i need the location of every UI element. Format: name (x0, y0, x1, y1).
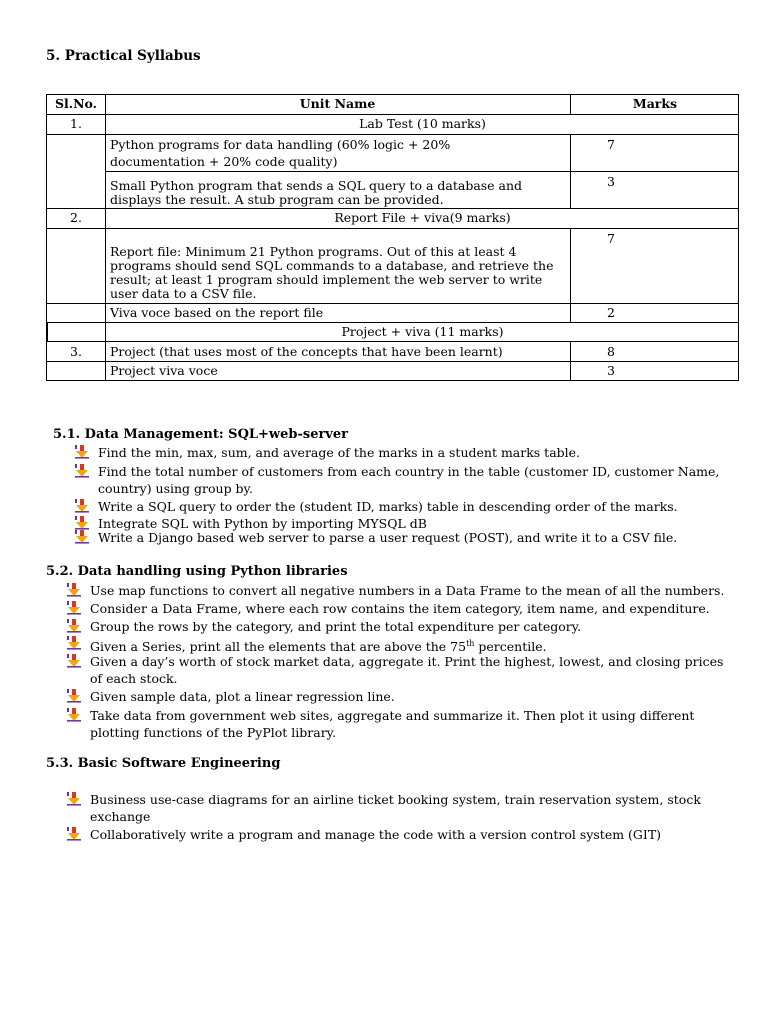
viva-voce: Viva voce based on the report file (110, 305, 324, 320)
col-divider (570, 134, 571, 209)
row-divider (47, 208, 738, 209)
python-data-handling-line1: Python programs for data handling (60% logic + 20% (110, 137, 451, 152)
report-line4: user data to a CSV file. (110, 286, 257, 301)
arrow-bullet-icon (74, 530, 90, 544)
project-viva-voce-marks: 3 (607, 363, 615, 378)
syllabus-table (46, 94, 739, 381)
list-item: Given a day’s worth of stock market data, aggregate it. Print the highest, lowest, and closing prices of each stock. (66, 653, 723, 687)
viva-voce-marks: 2 (607, 305, 615, 320)
arrow-bullet-icon (66, 619, 82, 633)
section-5-2-heading: 5.2. Data handling using Python libraries (46, 564, 348, 579)
list-item: Collaboratively write a program and manage the code with a version control system (GIT) (66, 826, 661, 843)
arrow-bullet-icon (66, 654, 82, 668)
header-slno: Sl.No. (54, 96, 98, 111)
sql-small-marks: 3 (607, 174, 615, 189)
arrow-bullet-icon (66, 827, 82, 841)
arrow-bullet-icon (66, 792, 82, 806)
arrow-bullet-icon (66, 583, 82, 597)
list-item: Integrate SQL with Python by importing MYSQL dB (74, 515, 427, 532)
row-divider (47, 341, 738, 342)
list-item: Business use-case diagrams for an airline ticket booking system, train reservation system, stock exchange (66, 791, 701, 825)
row-divider (47, 134, 738, 135)
col-divider (570, 228, 571, 322)
section-5-1-heading: 5.1. Data Management: SQL+web-server (53, 427, 348, 442)
report-line1: Report file: Minimum 21 Python programs. Out of this at least 4 (110, 244, 517, 259)
header-unit-name: Unit Name (299, 96, 376, 111)
lab-test-title: Lab Test (10 marks) (359, 116, 486, 131)
row-divider (47, 114, 738, 115)
slno-2: 2. (70, 210, 82, 225)
slno-3: 3. (70, 344, 82, 359)
list-item: Given sample data, plot a linear regression line. (66, 688, 395, 705)
sql-small-line1: Small Python program that sends a SQL query to a database and (110, 178, 523, 193)
list-item: Write a Django based web server to parse a user request (POST), and write it to a CSV file. (74, 529, 677, 546)
arrow-bullet-icon (74, 445, 90, 459)
python-data-handling-marks: 7 (607, 137, 615, 152)
report-line2: programs should send SQL commands to a database, and retrieve the (110, 258, 554, 273)
arrow-bullet-icon (66, 636, 82, 650)
python-data-handling-line2: documentation + 20% code quality) (110, 154, 338, 169)
col-divider (47, 322, 48, 341)
project-viva-title: Project + viva (11 marks) (341, 324, 504, 339)
list-item: Find the min, max, sum, and average of the marks in a student marks table. (74, 444, 580, 461)
arrow-bullet-icon (66, 689, 82, 703)
list-item: Group the rows by the category, and print the total expenditure per category. (66, 618, 581, 635)
section-5-3-heading: 5.3. Basic Software Engineering (46, 756, 281, 771)
list-item: Write a SQL query to order the (student ID, marks) table in descending order of the marks. (74, 498, 678, 515)
list-item: Use map functions to convert all negative numbers in a Data Frame to the mean of all the numbers. (66, 582, 724, 599)
sql-small-line2: displays the result. A stub program can be provided. (110, 192, 444, 207)
row-divider (47, 303, 738, 304)
arrow-bullet-icon (66, 601, 82, 615)
slno-1: 1. (70, 116, 82, 131)
row-divider (47, 228, 738, 229)
arrow-bullet-icon (66, 708, 82, 722)
project-viva-voce: Project viva voce (110, 363, 218, 378)
list-item: Take data from government web sites, aggregate and summarize it. Then plot it using different plotting functions of the PyPlot library. (66, 707, 694, 741)
report-line3: result; at least 1 program should implement the web server to write (110, 272, 543, 287)
page-title: 5. Practical Syllabus (46, 48, 201, 64)
row-divider (47, 322, 738, 323)
arrow-bullet-icon (74, 499, 90, 513)
report-viva-title: Report File + viva(9 marks) (334, 210, 511, 225)
report-marks: 7 (607, 231, 615, 246)
list-item: Given a Series, print all the elements that are above the 75th percentile. (66, 635, 547, 655)
header-marks: Marks (632, 96, 678, 111)
list-item: Consider a Data Frame, where each row contains the item category, item name, and expenditure. (66, 600, 710, 617)
arrow-bullet-icon (74, 464, 90, 478)
arrow-bullet-icon (74, 516, 90, 530)
col-divider (570, 341, 571, 380)
row-divider (47, 361, 738, 362)
list-item: Find the total number of customers from each country in the table (customer ID, customer Name, country) using group by. (74, 463, 719, 497)
row-divider (105, 171, 738, 172)
project: Project (that uses most of the concepts that have been learnt) (110, 344, 503, 359)
project-marks: 8 (607, 344, 615, 359)
